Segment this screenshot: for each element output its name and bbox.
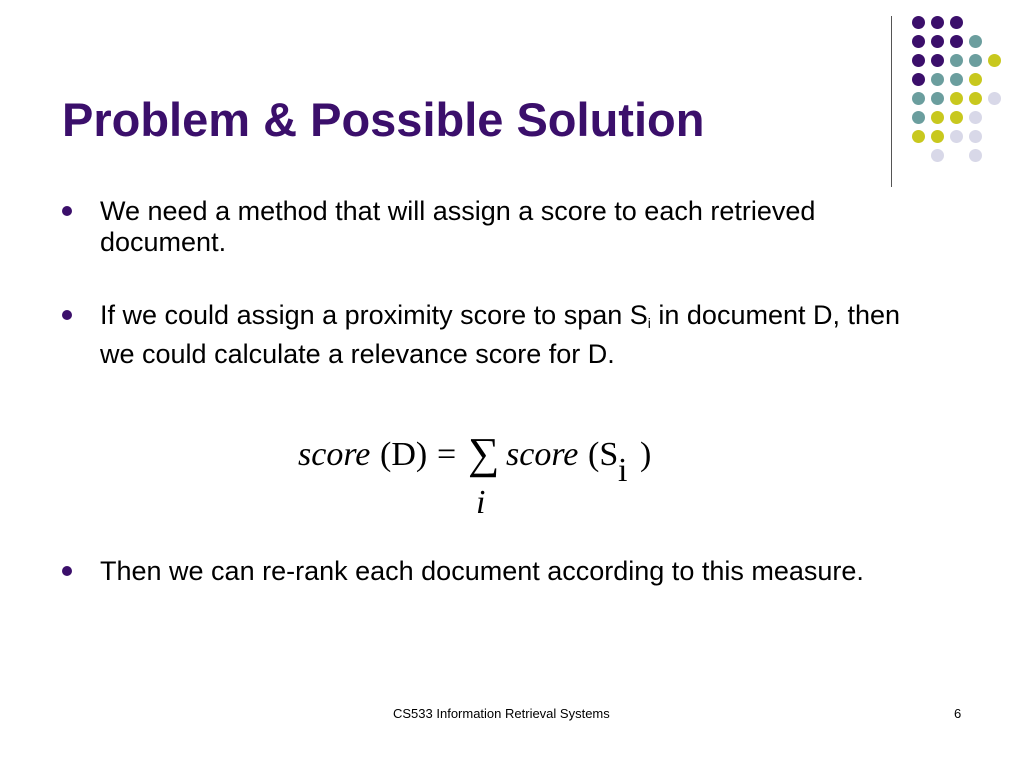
- bullet-text-part: If we could assign a proximity score to span S: [100, 300, 648, 330]
- decorative-dot: [912, 73, 925, 86]
- footer-page-number: 6: [954, 706, 962, 721]
- score-formula: [298, 429, 678, 526]
- decorative-dot: [969, 35, 982, 48]
- decorative-dot: [969, 130, 982, 143]
- decorative-dot: [950, 16, 963, 29]
- decorative-dot: [950, 111, 963, 124]
- formula-rhs-close: ): [640, 436, 652, 473]
- decorative-dot: [969, 73, 982, 86]
- decorative-dot: [931, 54, 944, 67]
- bullet-subscript: i: [647, 315, 651, 331]
- bullet-marker: [62, 566, 72, 576]
- formula-rhs-arg: (S: [588, 436, 619, 473]
- formula-rhs-subscript: i: [618, 452, 628, 489]
- bullet-marker: [62, 206, 72, 216]
- decorative-dot: [950, 92, 963, 105]
- decorative-dot: [969, 111, 982, 124]
- footer-course: CS533 Information Retrieval Systems: [393, 706, 610, 721]
- decorative-dot: [969, 92, 982, 105]
- formula-sum-index: i: [476, 484, 486, 521]
- decorative-dot: [950, 35, 963, 48]
- slide-title: Problem & Possible Solution: [62, 93, 705, 146]
- decorative-dot: [912, 130, 925, 143]
- decorative-dot: [912, 35, 925, 48]
- decorative-divider: [891, 16, 892, 187]
- bullet-marker: [62, 310, 72, 320]
- decorative-dot: [912, 54, 925, 67]
- bullet-text-part: in document D, then we could calculate a relevance score for D.: [100, 300, 901, 369]
- decorative-dot: [950, 54, 963, 67]
- formula-rhs-func: score: [506, 436, 579, 473]
- decorative-dot: [988, 92, 1001, 105]
- decorative-dot: [969, 149, 982, 162]
- formula-lhs-func: score: [298, 436, 371, 473]
- decorative-dot: [912, 92, 925, 105]
- decorative-dot: [931, 92, 944, 105]
- decorative-dot: [931, 73, 944, 86]
- formula-equals: =: [437, 436, 457, 473]
- decorative-dot: [969, 54, 982, 67]
- decorative-dot: [931, 16, 944, 29]
- decorative-dot: [931, 149, 944, 162]
- bullet-text: Then we can re-rank each document according to this measure.: [100, 556, 864, 586]
- decorative-dot: [950, 73, 963, 86]
- formula-sum-sign: ∑: [468, 429, 500, 478]
- decorative-dot: [912, 111, 925, 124]
- decorative-dot: [950, 130, 963, 143]
- decorative-dot: [931, 111, 944, 124]
- decorative-dot: [931, 130, 944, 143]
- decorative-dot: [912, 16, 925, 29]
- decorative-dot: [988, 54, 1001, 67]
- decorative-dot: [931, 35, 944, 48]
- bullet-text: [100, 300, 940, 370]
- formula-lhs-arg: (D): [380, 436, 428, 473]
- bullet-text: We need a method that will assign a score to each retrieved document.: [100, 196, 816, 257]
